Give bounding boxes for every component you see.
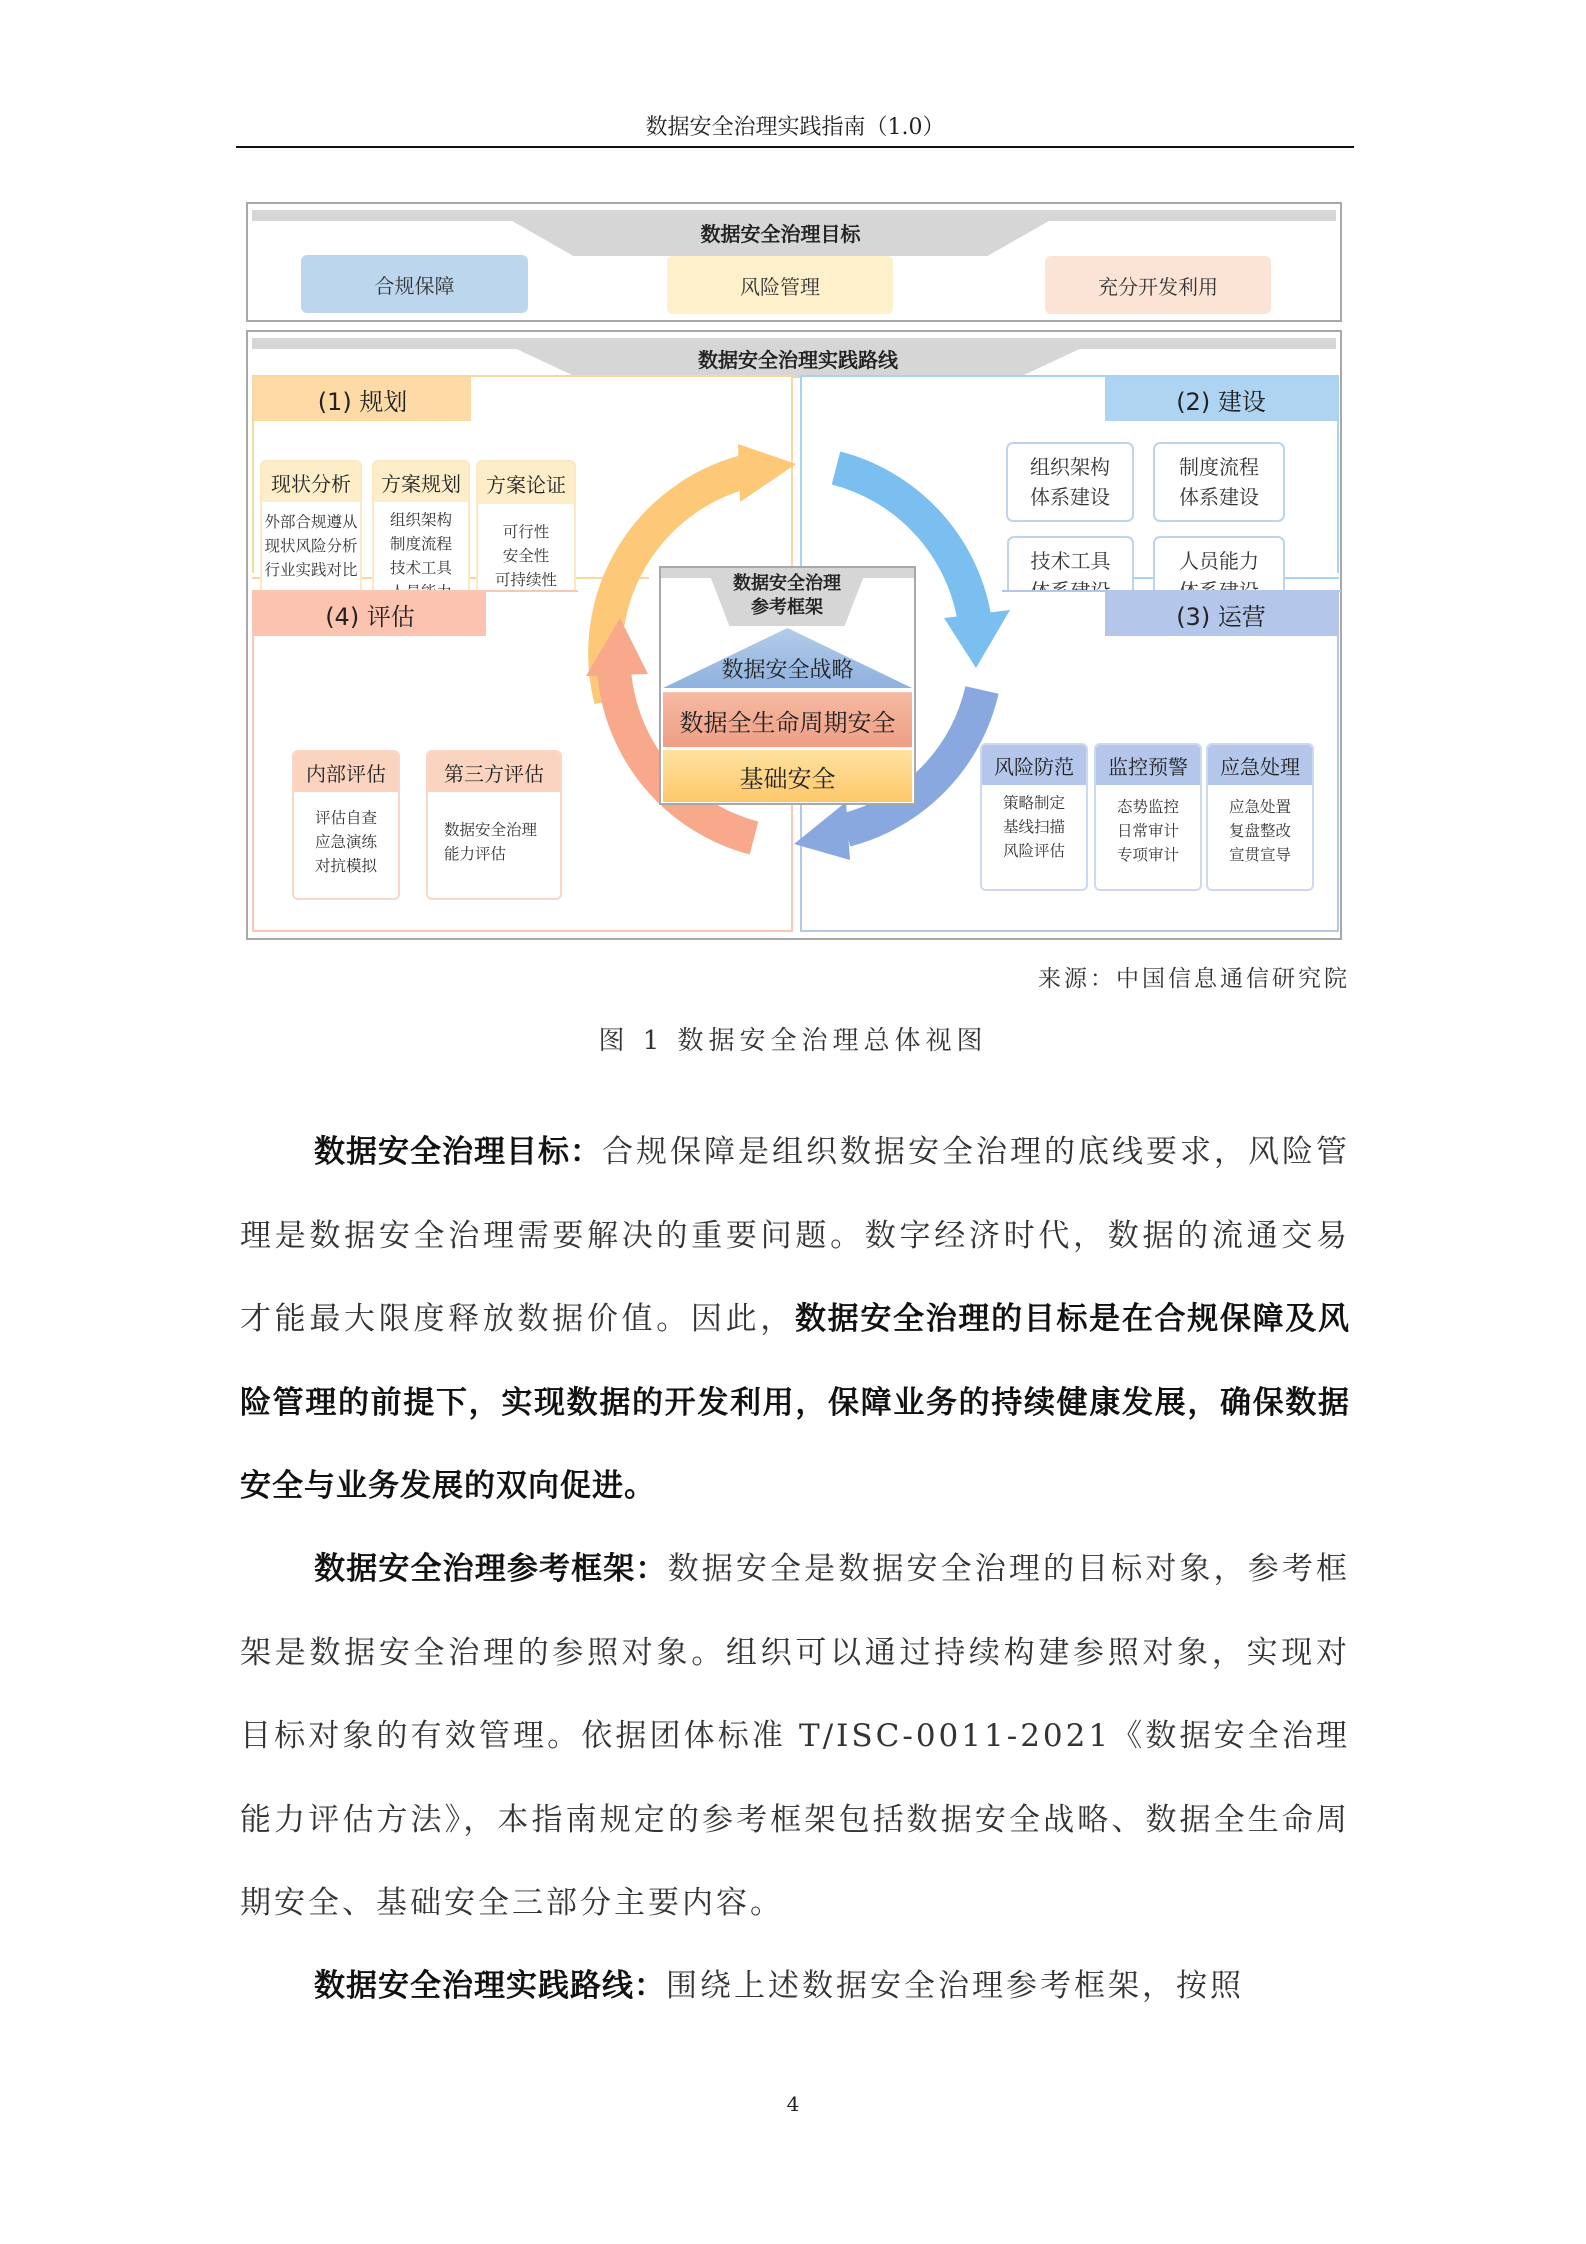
paragraph-emphasis: 数据安全治理的目标是在合规保障及风险管理的前提下，实现数据的开发利用，保障业务的持续健康发展，确保数据安全与业务发展的双向促进。 (240, 1301, 1350, 1504)
header-rule (236, 146, 1354, 148)
goals-title: 数据安全治理目标 (700, 222, 861, 246)
card-lines: 外部合规遵从 现状风险分析 行业实践对比 (264, 513, 358, 579)
card-lines: 数据安全治理 能力评估 (444, 821, 538, 863)
construction-card-org-structure: 组织架构 体系建设 (1006, 442, 1134, 522)
paragraph-lead: 数据安全治理目标： (314, 1134, 602, 1170)
paragraph-practice-path (240, 1945, 1350, 2029)
layer-foundation: 基础安全 (663, 750, 912, 802)
card-title: 第三方评估 (428, 752, 560, 792)
paragraph-reference-framework (240, 1528, 1350, 1946)
card-title: 内部评估 (294, 752, 398, 792)
paragraph-text: 合规保障是组织数据安全治理的底线要求，风险管理是数据安全治理需要解决的重要问题。数字经济时代，数据的流通交易才能最大限度释放数据价值。因此， (240, 1134, 1350, 1337)
operation-card-monitoring (1094, 743, 1202, 891)
construction-tab: (2) 建设 (1105, 377, 1337, 421)
practice-path-panel (246, 330, 1342, 940)
figure-caption: 图 1 数据安全治理总体视图 (598, 1026, 988, 1056)
paragraph-text: 围绕上述数据安全治理参考框架，按照 (666, 1968, 1244, 2004)
goals-panel (246, 202, 1342, 322)
card-title: 应急处理 (1208, 745, 1312, 785)
operation-card-emergency (1206, 743, 1314, 891)
paragraph-lead: 数据安全治理实践路线： (314, 1968, 666, 2004)
paragraph-text: 数据安全是数据安全治理的目标对象，参考框架是数据安全治理的参照对象。组织可以通过持续构建参照对象，实现对目标对象的有效管理。依据团体标准 T/ISC-0011-2021《数据安全治理能力评估方法》，本指南规定的参考框架包括数据安全战略、数据全生命周期安全、基础安全三部分主要内容。 (240, 1551, 1351, 1921)
card-title: 方案规划 (374, 462, 468, 502)
planning-tab: (1) 规划 (254, 377, 471, 421)
goal-full-utilization: 充分开发利用 (1045, 256, 1271, 314)
page-number: 4 (786, 2092, 800, 2116)
card-title: 现状分析 (262, 462, 360, 502)
evaluation-card-third-party (426, 750, 562, 900)
construction-card-process: 制度流程 体系建设 (1153, 442, 1285, 522)
planning-card-solution-planning (372, 460, 470, 611)
evaluation-card-internal (292, 750, 400, 900)
construction-card-people: 人员能力 (1153, 536, 1285, 616)
goal-risk-management: 风险管理 (667, 256, 893, 314)
figure-source: 来源：中国信息通信研究院 (1038, 966, 1350, 992)
figure-data-security-governance-overview (246, 202, 1342, 940)
construction-card-tools: 技术工具 (1007, 536, 1134, 616)
planning-card-solution-validation (476, 460, 576, 611)
running-header: 数据安全治理实践指南（1.0） (645, 115, 945, 140)
card-title: 监控预警 (1096, 745, 1200, 785)
layer-strategy: 数据安全战略 (721, 657, 854, 683)
card-title: 方案论证 (478, 462, 574, 504)
card-title: 风险防范 (982, 745, 1086, 785)
card-lines: 应急处置 复盘整改 宣贯宣导 (1228, 798, 1291, 864)
card-lines: 态势监控 日常审计 专项审计 (1116, 798, 1179, 864)
operation-tab: (3) 运营 (1105, 592, 1337, 636)
framework-title: 数据安全治理 参考框架 (733, 573, 841, 618)
card-lines: 组织架构 制度流程 技术工具 (389, 511, 452, 577)
paragraph-lead: 数据安全治理参考框架： (314, 1551, 668, 1587)
planning-card-status-analysis (260, 460, 362, 611)
path-title: 数据安全治理实践路线 (698, 348, 898, 372)
goal-compliance: 合规保障 (301, 255, 528, 313)
card-lines: 评估自查 应急演练 对抗模拟 (314, 809, 377, 875)
layer-lifecycle: 数据全生命周期安全 (663, 692, 912, 747)
card-lines: 策略制定 基线扫描 风险评估 (1002, 794, 1065, 860)
card-lines: 可行性 安全性 可持续性 (494, 523, 557, 589)
paragraph-governance-goal (240, 1111, 1350, 1529)
evaluation-tab: (4) 评估 (254, 592, 486, 636)
reference-framework (659, 566, 916, 805)
